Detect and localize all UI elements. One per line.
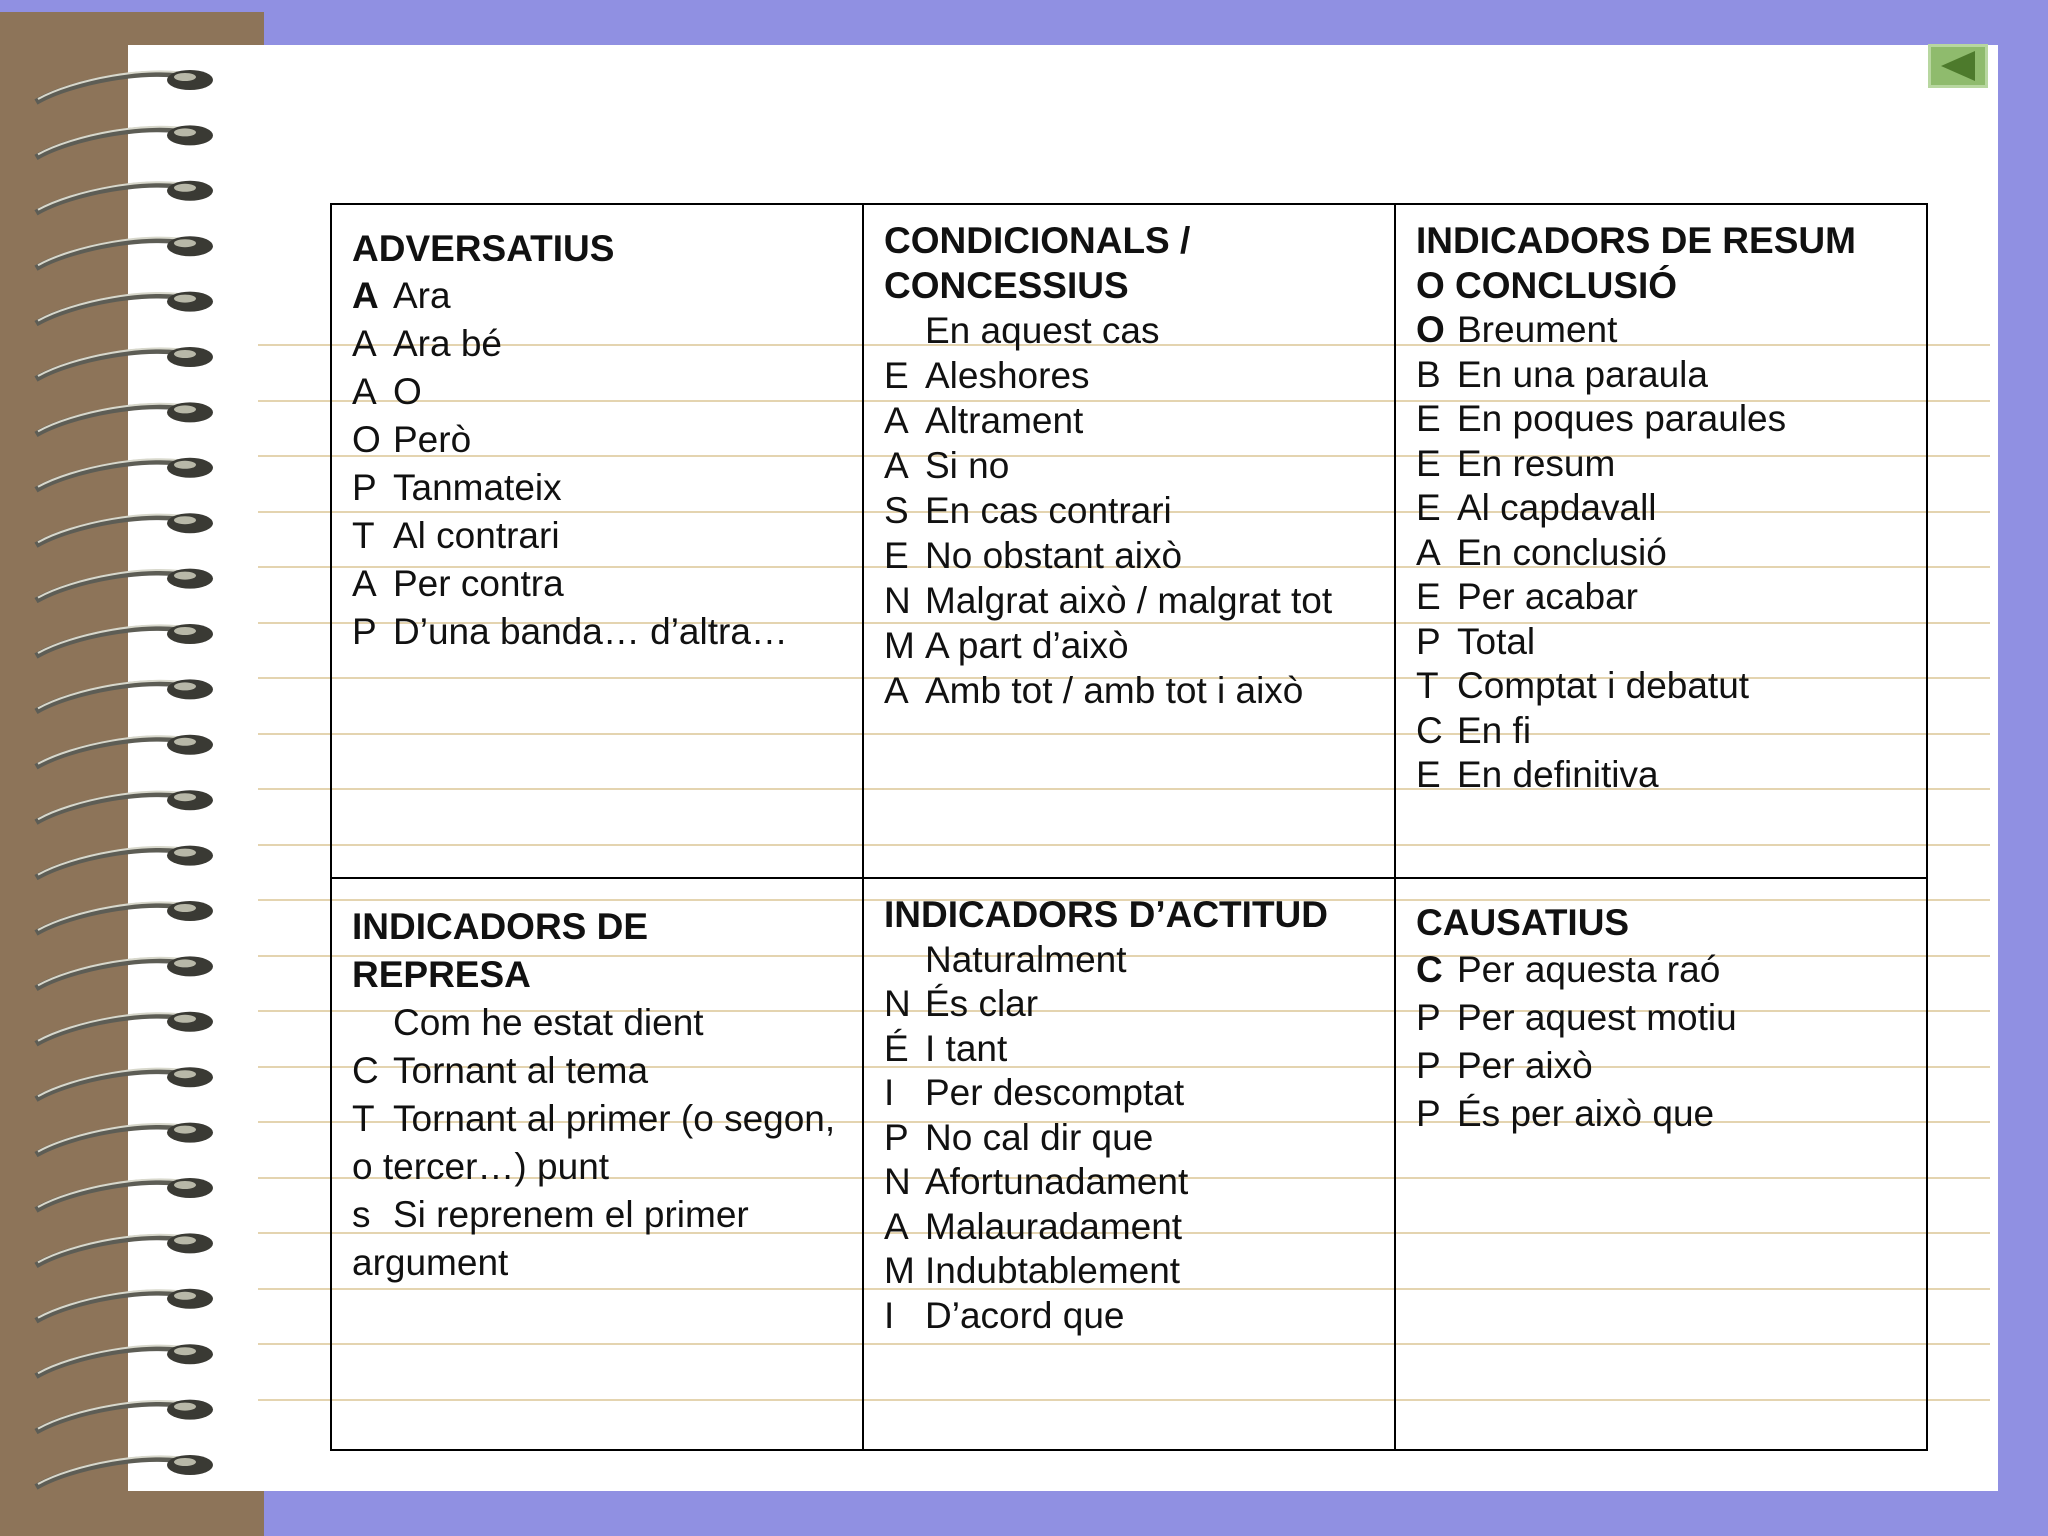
list-item — [1416, 1090, 1908, 1138]
spiral-ring — [36, 347, 213, 379]
spiral-binding — [0, 0, 240, 1536]
list-item — [352, 1047, 844, 1095]
item-letter: P — [884, 1116, 909, 1158]
item-text: En definitiva — [1457, 754, 1659, 795]
spiral-ring — [36, 402, 213, 434]
cell-title: ADVERSATIUS — [352, 228, 615, 269]
list-item — [1416, 308, 1908, 353]
item-letter: s — [352, 1194, 371, 1235]
item-letter: E — [1416, 754, 1441, 795]
item-text: És per això que — [1457, 1092, 1715, 1134]
item-text: A part d’això — [925, 625, 1129, 666]
item-letter: P — [1416, 996, 1441, 1038]
list-item — [884, 1116, 1376, 1161]
spiral-ring — [36, 846, 213, 878]
item-letter: A — [352, 322, 377, 364]
spiral-ring — [36, 735, 213, 767]
item-text: Malauradament — [925, 1205, 1183, 1247]
item-letter: E — [1416, 442, 1441, 484]
item-text: Ara — [393, 274, 451, 316]
spiral-ring — [36, 1400, 213, 1432]
cell-title: INDICADORS D’ACTITUD — [884, 894, 1328, 935]
list-item — [884, 488, 1376, 533]
item-text: Per aquest motiu — [1457, 996, 1737, 1038]
list-item — [884, 668, 1376, 713]
item-letter: I — [884, 1294, 895, 1336]
list-item — [884, 1027, 1376, 1072]
item-text: Per això — [1457, 1044, 1593, 1086]
item-letter: A — [884, 400, 909, 441]
list-item — [884, 938, 1376, 983]
list-item — [1416, 575, 1908, 620]
item-text: Tornant al primer (o segon, o tercer…) punt — [352, 1098, 836, 1187]
item-text: D’una banda… d’altra… — [393, 610, 788, 652]
list-item — [352, 608, 844, 656]
item-text: Com he estat dient — [393, 1002, 704, 1043]
item-letter: A — [884, 670, 909, 711]
table-cell-resum — [1396, 205, 1926, 879]
item-letter: A — [352, 370, 377, 412]
item-text: Si no — [925, 445, 1010, 486]
list-item — [352, 560, 844, 608]
spiral-ring — [36, 1067, 213, 1099]
spiral-ring — [36, 181, 213, 213]
list-item — [352, 320, 844, 368]
list-item — [1416, 1042, 1908, 1090]
item-text: Altrament — [925, 400, 1084, 441]
item-letter: E — [884, 355, 909, 396]
spiral-ring — [36, 236, 213, 268]
back-triangle-icon — [1931, 47, 1985, 85]
spiral-ring — [36, 513, 213, 545]
table-cell-actitud — [864, 879, 1396, 1449]
list-item — [1416, 620, 1908, 665]
item-text: En fi — [1457, 709, 1532, 751]
item-letter: N — [884, 580, 911, 621]
item-letter: C — [352, 1050, 379, 1091]
spiral-ring — [36, 1178, 213, 1210]
list-item — [1416, 753, 1908, 798]
item-letter: T — [352, 1098, 375, 1139]
item-letter: C — [1416, 709, 1443, 751]
item-letter: B — [1416, 353, 1441, 395]
list-item — [352, 464, 844, 512]
item-letter: N — [884, 983, 911, 1024]
item-text: Afortunadament — [925, 1161, 1189, 1202]
item-text: Al capdavall — [1457, 487, 1657, 528]
item-text: Amb tot / amb tot i això — [925, 670, 1304, 711]
item-letter: S — [884, 490, 909, 531]
cell-title: CAUSATIUS — [1416, 902, 1630, 943]
item-letter: A — [352, 562, 377, 604]
spiral-ring — [36, 790, 213, 822]
list-item — [884, 1071, 1376, 1116]
item-letter: E — [884, 535, 909, 576]
back-button[interactable] — [1928, 44, 1988, 88]
list-item — [884, 1249, 1376, 1294]
spiral-ring — [36, 1012, 213, 1044]
item-text: Per descomptat — [925, 1072, 1185, 1113]
item-letter: T — [1416, 665, 1439, 706]
item-text: Per contra — [393, 562, 564, 604]
item-text: Ara bé — [393, 322, 503, 364]
item-text: Però — [393, 418, 472, 460]
item-text: Total — [1457, 620, 1536, 662]
list-item — [884, 443, 1376, 488]
item-text: En resum — [1457, 442, 1616, 484]
cell-item-list — [352, 999, 844, 1287]
connectors-table — [330, 203, 1928, 1451]
spiral-ring — [36, 1233, 213, 1265]
list-item — [1416, 397, 1908, 442]
list-item — [884, 308, 1376, 353]
item-text: Per aquesta raó — [1457, 948, 1721, 990]
list-item — [884, 533, 1376, 578]
cell-item-list — [884, 308, 1376, 713]
item-text: Breument — [1457, 309, 1618, 350]
list-item — [352, 368, 844, 416]
cell-title: INDICADORS DE RESUM O CONCLUSIÓ — [1416, 220, 1856, 306]
spiral-ring — [36, 458, 213, 490]
list-item — [352, 999, 844, 1047]
item-text: I tant — [925, 1027, 1008, 1069]
item-letter: E — [1416, 398, 1441, 439]
item-letter: E — [1416, 576, 1441, 617]
item-letter: P — [352, 610, 377, 652]
spiral-ring — [36, 292, 213, 324]
item-text: En cas contrari — [925, 490, 1172, 531]
list-item — [352, 1095, 844, 1191]
spiral-ring — [36, 125, 213, 157]
table-cell-causatius — [1396, 879, 1926, 1449]
item-text: Al contrari — [393, 514, 560, 556]
list-item — [884, 578, 1376, 623]
list-item — [884, 1205, 1376, 1250]
item-text: Aleshores — [925, 355, 1090, 396]
list-item — [352, 272, 844, 320]
item-text: No obstant això — [925, 535, 1183, 576]
item-text: No cal dir que — [925, 1116, 1154, 1158]
item-text: En una paraula — [1457, 353, 1708, 395]
item-text: És clar — [925, 983, 1039, 1024]
spiral-ring — [36, 956, 213, 988]
list-item — [1416, 709, 1908, 754]
item-letter: O — [1416, 309, 1445, 350]
item-text: En aquest cas — [925, 310, 1160, 351]
item-text: Tornant al tema — [393, 1050, 649, 1091]
item-text: En poques paraules — [1457, 398, 1787, 439]
item-letter: P — [1416, 1044, 1441, 1086]
list-item — [1416, 531, 1908, 576]
item-letter: P — [1416, 1092, 1441, 1134]
list-item — [884, 1160, 1376, 1205]
list-item — [884, 982, 1376, 1027]
cell-item-list — [352, 272, 844, 656]
cell-title: CONDICIONALS / CONCESSIUS — [884, 220, 1191, 306]
table-cell-condicionals — [864, 205, 1396, 879]
list-item — [884, 353, 1376, 398]
spiral-ring — [36, 1123, 213, 1155]
list-item — [352, 512, 844, 560]
item-text: Naturalment — [925, 938, 1127, 980]
item-letter: A — [884, 445, 909, 486]
item-letter: A — [1416, 531, 1441, 573]
list-item — [884, 623, 1376, 668]
list-item — [884, 398, 1376, 443]
item-letter: M — [884, 625, 915, 666]
item-letter: A — [352, 274, 379, 316]
item-text: Malgrat això / malgrat tot — [925, 580, 1333, 621]
item-letter: A — [884, 1205, 909, 1247]
list-item — [1416, 486, 1908, 531]
spiral-ring — [36, 1455, 213, 1487]
item-text: D’acord que — [925, 1294, 1125, 1336]
spiral-ring — [36, 901, 213, 933]
item-text: Si reprenem el primer argument — [352, 1194, 749, 1283]
spiral-ring — [36, 624, 213, 656]
item-text: O — [393, 370, 422, 412]
item-text: Comptat i debatut — [1457, 665, 1750, 706]
cell-title: INDICADORS DE REPRESA — [352, 906, 649, 995]
item-letter: P — [352, 466, 377, 508]
cell-item-list — [1416, 946, 1908, 1138]
list-item — [1416, 946, 1908, 994]
item-letter: M — [884, 1250, 915, 1291]
list-item — [1416, 353, 1908, 398]
list-item — [884, 1294, 1376, 1339]
spiral-ring — [36, 1289, 213, 1321]
item-letter: É — [884, 1027, 909, 1069]
list-item — [1416, 442, 1908, 487]
spiral-ring — [36, 70, 213, 102]
spiral-ring — [36, 1344, 213, 1376]
item-letter: C — [1416, 948, 1443, 990]
item-letter: I — [884, 1072, 895, 1113]
item-letter: N — [884, 1161, 911, 1202]
item-text: Indubtablement — [925, 1250, 1181, 1291]
item-text: Per acabar — [1457, 576, 1638, 617]
item-letter: T — [352, 514, 375, 556]
item-text: En conclusió — [1457, 531, 1667, 573]
cell-item-list — [884, 938, 1376, 1339]
spiral-ring — [36, 679, 213, 711]
item-letter: P — [1416, 620, 1441, 662]
item-letter: O — [352, 418, 381, 460]
list-item — [352, 416, 844, 464]
table-cell-adversatius — [332, 205, 864, 879]
list-item — [352, 1191, 844, 1287]
table-cell-represa — [332, 879, 864, 1449]
list-item — [1416, 664, 1908, 709]
item-letter: E — [1416, 487, 1441, 528]
item-text: Tanmateix — [393, 466, 562, 508]
cell-item-list — [1416, 308, 1908, 798]
list-item — [1416, 994, 1908, 1042]
spiral-ring — [36, 569, 213, 601]
